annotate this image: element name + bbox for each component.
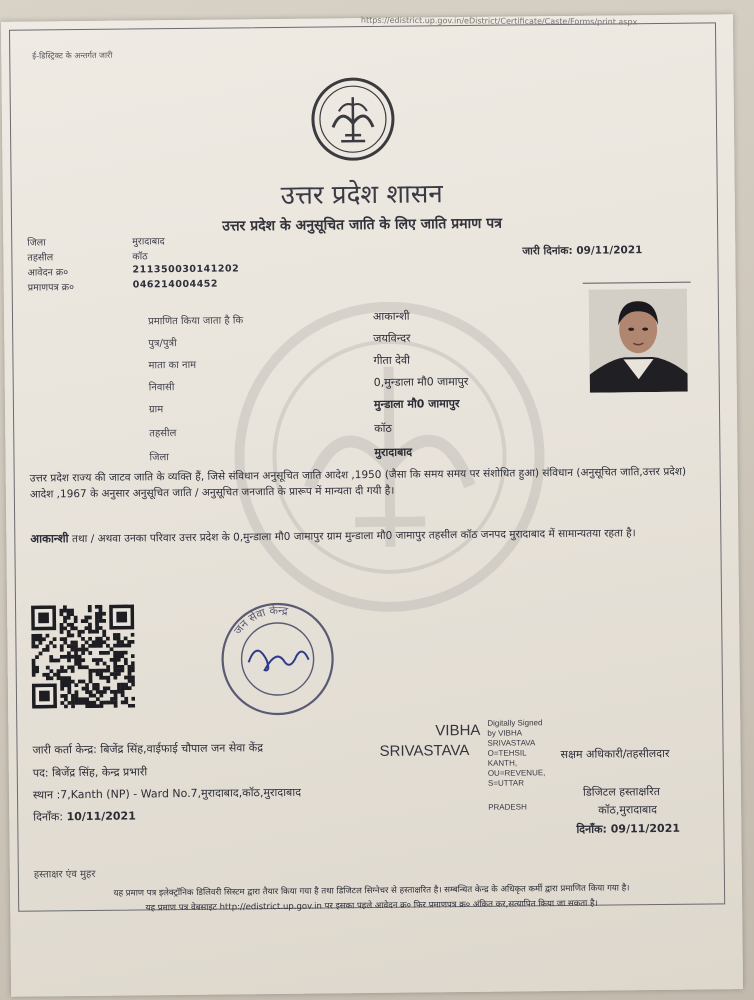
certificate-frame [9,22,725,914]
signature-scribble-icon [249,650,309,670]
detail-value-mother: गीता देवी [373,353,411,367]
issuer-place: स्थान :7,Kanth (NP) - Ward No.7,मुरादाबाद,कॉठ,मुरादाबाद [32,785,302,802]
dsig-line: Digitally Signed [487,718,543,728]
meta-value-certificate-no: 046214004452 [132,278,219,291]
page-url: https://edistrict.up.gov.in/eDistrict/Certificate/Caste/Forms/print.aspx [360,15,638,27]
digital-signature-details [487,718,546,813]
footer-line-2: यह प्रमाण पत्र वेबसाइट http://edistrict.up.gov.in पर इसका पहले आवेदन क्र० फिर प्रमाणपत्र क्र० अंकित कर,सत्यापित किया जा सकता है। [145,898,598,914]
seal-text: जन सेवा केन्द्र [231,603,289,637]
detail-value-village: मुन्डाला मौ0 जामापुर [373,397,460,411]
detail-label-village: ग्राम [148,404,164,416]
detail-value-resident: 0,मुन्डाला मौ0 जामापुर [373,374,469,389]
meta-label-application-no: आवेदन क्र० [27,267,69,279]
up-emblem-icon [311,77,396,162]
applicant-photo [589,289,688,393]
dsig-line: O=TEHSIL [487,748,527,758]
residence-name: आकान्शी [30,531,69,546]
certificate-subtitle: उत्तर प्रदेश के अनुसूचित जाति के लिए जाति प्रमाण पत्र [222,215,502,235]
issuing-center: जारी कर्ता केन्द्र: बिजेंद्र सिंह,वाईफाई चौपाल जन सेवा केंद्र [32,741,264,757]
residence-paragraph [30,524,700,548]
dsig-line: PRADESH [488,802,527,812]
detail-label-resident: निवासी [148,382,175,394]
dsig-line: OU=REVENUE, [487,768,546,778]
signature-seal-label: हस्ताक्षर एंव मुहर [33,868,96,881]
detail-value-father: जयविन्दर [373,331,411,345]
detail-value-tehsil: कॉठ [374,421,392,435]
meta-value-district: मुरादाबाद [132,236,165,248]
issuer-date [33,808,136,824]
center-seal-stamp [218,599,337,718]
signer-name-line2: SRIVASTAVA [379,741,470,760]
declaration-paragraph: उत्तर प्रदेश राज्य की जाटव जाति के व्यक्ति हैं, जिसे संविधान अनुसूचित जाति आदेश ,1950 (जैसा कि समय समय पर संशोधित हुआ) संविधान (अनुसूचित जाति,उत्तर प्रदेश) आदेश ,1967 के अनुसार अनुसूचित जाति / अनुसूचित जनजाति के प्रारूप में मान्यता दी गयी है। [29,465,687,501]
authority-date: दिनाँक: 09/11/2021 [576,821,681,836]
detail-label-certified: प्रमाणित किया जाता है कि [148,315,244,328]
dsig-line: KANTH, [487,758,518,768]
signer-name-line1: VIBHA [435,721,481,740]
meta-value-tehsil: कॉठ [132,251,148,263]
qr-code-icon [31,604,135,708]
dsig-gap [488,788,546,803]
meta-value-application-no: 211350030141202 [132,263,240,276]
issuer-post: पद: बिजेंद्र सिंह, केन्द्र प्रभारी [32,765,148,780]
issuer-date-label: दिनाँक: [33,810,64,824]
dsig-line: S=UTTAR [487,778,525,788]
dsig-line: by VIBHA [487,728,523,738]
photo-top-rule [583,282,691,284]
authority-title: सक्षम अधिकारी/तहसीलदार [560,746,670,762]
detail-label-district: जिला [149,452,169,464]
authority-digital: डिजिटल हस्ताक्षरित [582,785,661,799]
authority-location: कॉठ,मुरादाबाद [598,803,658,817]
certificate-paper [1,14,743,997]
meta-label-district: जिला [27,237,46,249]
svg-text:जन सेवा केन्द्र [231,604,289,637]
meta-label-tehsil: तहसील [27,252,54,264]
footer-line-1: यह प्रमाण पत्र इलेक्ट्रॉनिक डिलिवरी सिस्टम द्वारा तैयार किया गया है तथा डिजिटल सिग्नेचर से हस्ताक्षरित है। सम्बन्धित केन्द्र के अधिकृत कर्मी द्वारा प्रमाणित किया गया है। [113,883,630,899]
person-photo-icon [589,289,688,393]
certificate-title: उत्तर प्रदेश शासन [280,179,443,211]
dsig-line: SRIVASTAVA [487,738,536,748]
detail-label-tehsil: तहसील [149,428,177,440]
detail-value-name: आकान्शी [372,309,410,323]
residence-text: तथा / अथवा उनका परिवार उत्तर प्रदेश के 0,मुन्डाला मौ0 जामापुर ग्राम मुन्डाला मौ0 जामापुर तहसील कॉठ जनपद मुरादाबाद में सामान्यतया रहता है। [68,527,636,546]
detail-label-mother: माता का नाम [148,359,197,372]
issuer-date-value: 10/11/2021 [66,809,136,824]
detail-value-district: मुरादाबाद [374,445,413,459]
issue-date: जारी दिनांक: 09/11/2021 [522,244,643,258]
meta-label-certificate-no: प्रमाणपत्र क्र० [27,282,75,294]
detail-label-son-daughter: पुत्र/पुत्री [148,338,177,350]
header-note: ई-डिस्ट्रिक्ट के अन्तर्गत जारी [32,50,113,61]
